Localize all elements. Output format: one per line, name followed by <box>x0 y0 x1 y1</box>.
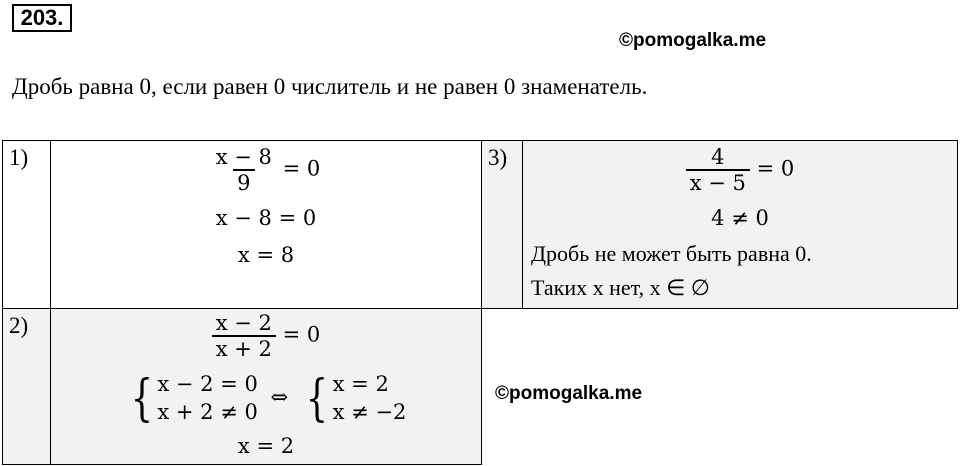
case-2-answer: x = 2 <box>237 434 295 458</box>
case-1-solution <box>50 140 482 309</box>
case-1-answer: x = 8 <box>237 243 295 267</box>
case-3-numerator: 4 <box>711 145 725 169</box>
case-3-text-2: Таких x нет, x ∈ ∅ <box>531 275 710 300</box>
case-2-system-left <box>126 369 258 427</box>
case-2-sys-right-row-2: x ≠ −2 <box>332 400 407 424</box>
case-1-eq-tail: = 0 <box>275 156 321 181</box>
case-3-label: 3) <box>481 140 523 309</box>
case-3-equation <box>523 145 957 195</box>
case-3-text-1: Дробь не может быть равна 0. <box>531 241 812 266</box>
case-3-fraction <box>686 145 750 195</box>
case-2-solution <box>50 308 482 465</box>
rule-text: Дробь равна 0, если равен 0 числитель и не равен 0 знаменатель. <box>12 74 648 99</box>
left-brace-icon: { <box>130 369 153 427</box>
case-2-numerator: x − 2 <box>215 311 272 335</box>
case-2-system <box>51 369 481 427</box>
watermark-mid: ©pomogalka.me <box>495 383 643 404</box>
case-1-label: 1) <box>2 140 51 309</box>
case-2-sys-right-row-1: x = 2 <box>332 372 389 396</box>
case-3-solution <box>522 140 958 309</box>
watermark-top: ©pomogalka.me <box>619 30 767 51</box>
case-2-eq-tail: = 0 <box>275 322 321 347</box>
case-2-fraction <box>212 311 276 361</box>
equivalence-arrow-icon: ⇔ <box>270 384 289 409</box>
case-2-sys-left-row-2: x + 2 ≠ 0 <box>157 400 258 424</box>
case-2-system-right <box>301 369 407 427</box>
case-1-numerator: x − 8 <box>215 145 272 169</box>
problem-number: 203. <box>12 4 72 32</box>
left-brace-icon: { <box>305 369 328 427</box>
case-2-equation <box>51 311 481 361</box>
case-3-denominator: x − 5 <box>686 169 750 195</box>
case-2-sys-left-row-1: x − 2 = 0 <box>157 372 258 396</box>
case-3-step: 4 ≠ 0 <box>711 206 769 230</box>
case-2-denominator: x + 2 <box>212 335 276 361</box>
case-2-label: 2) <box>2 308 51 465</box>
case-1-fraction <box>212 145 276 195</box>
case-1-step: x − 8 = 0 <box>215 206 317 230</box>
case-1-equation <box>51 145 481 195</box>
case-3-eq-tail: = 0 <box>749 156 795 181</box>
case-1-denominator: 9 <box>233 169 254 195</box>
